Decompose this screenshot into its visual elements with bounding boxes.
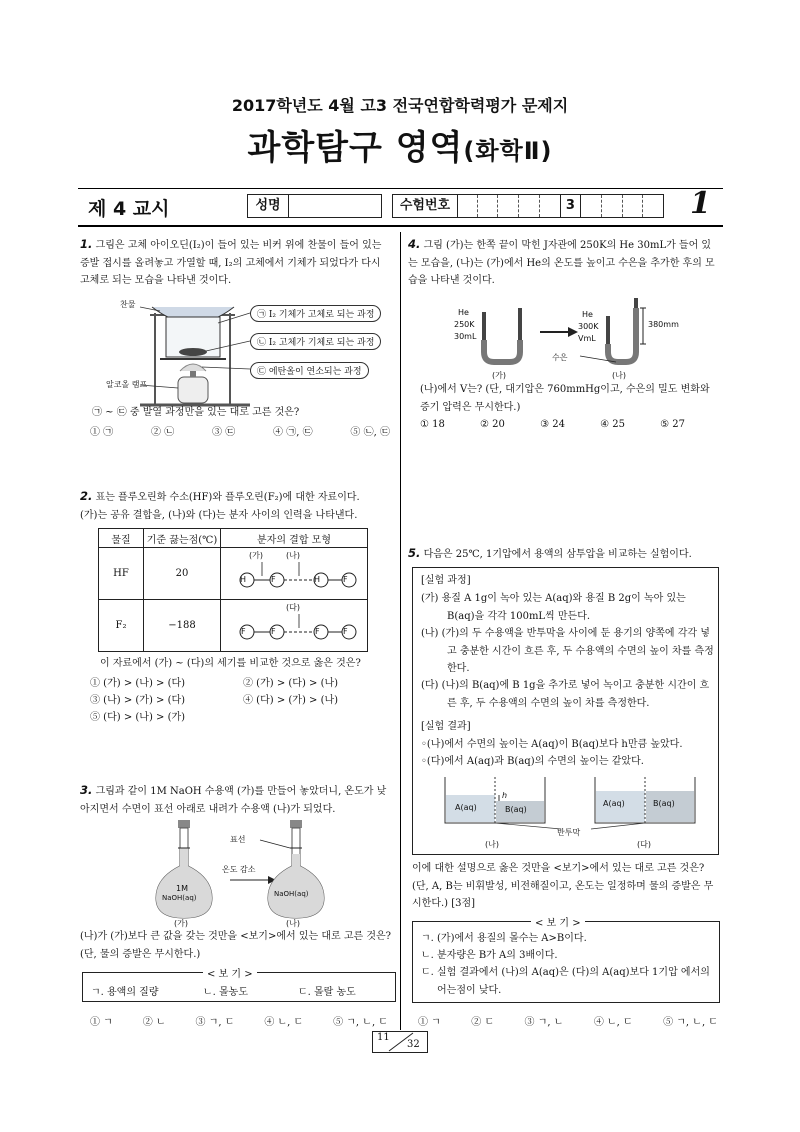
q3-figure [150, 818, 340, 928]
q1-option-5[interactable]: ⑤ ㉡, ㉢ [350, 427, 390, 438]
q3-cap-na: (나) [286, 919, 300, 928]
q1-tag-2: ㉡ I₂ 고체가 기체로 되는 과정 [250, 333, 381, 350]
q3-bogi-box [82, 969, 396, 1002]
q4-b-vol: VmL [578, 334, 596, 343]
q3-arrow-label: 온도 감소 [222, 865, 256, 874]
q3-bogi-title: < 보 기 > [203, 965, 257, 980]
q1-option-1[interactable]: ① ㉠ [90, 427, 114, 438]
id-box [392, 194, 664, 218]
q4-cap-ga: (가) [492, 371, 506, 380]
q1-tag-1: ㉠ I₂ 기체가 고체로 되는 과정 [250, 305, 381, 322]
q5-option-5[interactable]: ⑤ ㄱ, ㄴ, ㄷ [663, 1017, 718, 1028]
q2-number: 2. [80, 489, 93, 503]
q5-cap-na: (나) [485, 840, 499, 849]
q3-question: (나)가 (가)보다 큰 값을 갖는 것만을 <보기>에서 있는 대로 고른 것은? (단, 물의 증발은 무시한다.) [80, 931, 392, 960]
q3-flask-a-l2: NaOH(aq) [162, 894, 197, 902]
q2-hf-h1: H [240, 575, 247, 584]
subject-main: 과학탐구 영역 [247, 128, 464, 168]
q5-proc-title: [실험 과정] [421, 575, 471, 586]
q4-block [408, 236, 720, 290]
q5-option-1[interactable]: ① ㄱ [418, 1017, 441, 1028]
q5-membrane-label: 반투막 [557, 828, 581, 837]
q2-hf-h2: H [314, 575, 321, 584]
q2-option-3[interactable]: ③ (나) > (가) > (다) [90, 695, 186, 706]
q4-option-5[interactable]: ⑤ 27 [660, 419, 685, 430]
q2-f2-f1: F [241, 627, 246, 636]
q2-f2-f3: F [315, 627, 320, 636]
q2-option-1[interactable]: ① (가) > (나) > (다) [90, 678, 186, 689]
q4-option-1[interactable]: ① 18 [420, 419, 445, 430]
q4-b-gas: He [582, 310, 593, 319]
q4-jtube-svg [440, 292, 700, 382]
q1-options [90, 423, 390, 438]
q2-question: 이 자료에서 (가) ~ (다)의 세기를 비교한 것으로 옳은 것은? [100, 658, 361, 669]
q4-a-temp: 250K [454, 320, 475, 329]
q5-proc-3: (다) (나)의 B(aq)에 B 1g을 추가로 넣어 녹이고 충분한 시간이 흐른 후, 두 수용액의 수면의 높이 차를 측정한다. [421, 680, 710, 709]
q5-question: 이에 대한 설명으로 옳은 것만을 <보기>에서 있는 대로 고른 것은? (단, A, B는 비휘발성, 비전해질이고, 온도는 일정하며 물의 증발은 무시한다.) [3점] [412, 863, 714, 909]
q2-hf-lbl-ga: (가) [249, 551, 263, 560]
q5-fig-h: h [502, 791, 508, 800]
q5-fig-b2: B(aq) [653, 799, 675, 808]
q2-f2-lbl-da: (다) [286, 603, 300, 612]
q5-option-2[interactable]: ② ㄷ [471, 1017, 495, 1028]
q5-result-title: [실험 결과] [421, 721, 471, 732]
page-total: 32 [407, 1039, 420, 1050]
q3-block [80, 782, 393, 818]
exam-title: 2017학년도 4월 고3 전국연합학력평가 문제지 [231, 96, 569, 115]
q5-option-3[interactable]: ③ ㄱ, ㄴ [524, 1017, 564, 1028]
q2-hf-bp: 20 [144, 548, 221, 600]
q3-text: 그림과 같이 1M NaOH 수용액 (가)를 만들어 놓았더니, 온도가 낮아지면서 수면이 표선 아래로 내려가 수용액 (나)가 되었다. [80, 786, 387, 815]
q2-f2-model [221, 600, 368, 652]
q2-col-model: 분자의 결합 모형 [221, 529, 368, 548]
subject-sub-text: 화학Ⅱ [475, 137, 541, 165]
q4-number: 4. [408, 237, 421, 251]
q4-option-2[interactable]: ② 20 [480, 419, 505, 430]
q2-hf-f2: F [343, 575, 348, 584]
q2-text-1: 표는 플루오린화 수소(HF)와 플루오린(F₂)에 대한 자료이다. [95, 492, 360, 503]
q3-option-2[interactable]: ② ㄴ [142, 1017, 166, 1028]
page-counter [372, 1031, 428, 1053]
q1-cold-water-label: 찬물 [120, 300, 136, 309]
q2-hf-model [221, 548, 368, 600]
q5-bogi-1: ㄱ. (가)에서 용질의 몰수는 A>B이다. [421, 933, 587, 944]
id-digit: 3 [561, 195, 582, 217]
id-cells [457, 195, 663, 217]
q5-bogi-2: ㄴ. 분자량은 B가 A의 3배이다. [421, 950, 558, 961]
q3-bogi-3: ㄷ. 몰랄 농도 [298, 987, 356, 998]
q3-bogi-2: ㄴ. 몰농도 [203, 987, 248, 998]
q3-mark-label: 표선 [230, 835, 246, 844]
q3-flask-b-l1: NaOH(aq) [274, 890, 309, 898]
q1-lamp-label: 알코올 램프 [106, 380, 148, 389]
q4-option-3[interactable]: ③ 24 [540, 419, 565, 430]
q2-hf-lbl-na: (나) [286, 551, 300, 560]
q1-block [80, 236, 393, 290]
q2-col-bp: 기준 끓는점(℃) [144, 529, 221, 548]
q1-option-2[interactable]: ② ㉡ [151, 427, 175, 438]
q5-block [408, 545, 720, 564]
name-box [247, 194, 382, 218]
subject-title [0, 120, 800, 169]
q2-text-2: (가)는 공유 결합을, (나)와 (다)는 분자 사이의 인력을 나타낸다. [80, 509, 358, 521]
q5-bogi-box [412, 918, 720, 1003]
column-divider [400, 232, 401, 1030]
q1-option-3[interactable]: ③ ㉢ [212, 427, 236, 438]
q1-figure [100, 293, 380, 410]
q2-f2-f4: F [343, 627, 348, 636]
q4-a-gas: He [458, 308, 469, 317]
header-rule-top [78, 188, 723, 189]
q2-option-4[interactable]: ④ (다) > (가) > (나) [243, 695, 339, 706]
q5-fig-a2: A(aq) [603, 799, 625, 808]
q5-cap-da: (다) [637, 840, 651, 849]
subject-sub: (화학Ⅱ) [463, 137, 553, 165]
q5-experiment-box [412, 567, 719, 855]
q5-fig-b1: B(aq) [505, 805, 527, 814]
q1-option-4[interactable]: ④ ㉠, ㉢ [273, 427, 313, 438]
q1-question: ㉠ ~ ㉢ 중 발열 과정만을 있는 대로 고른 것은? [92, 407, 300, 418]
q5-containers-svg [441, 773, 701, 851]
q5-fig-a1: A(aq) [455, 803, 477, 812]
q2-hf-name: HF [99, 548, 144, 600]
q5-figure [441, 773, 701, 851]
q4-height-label: 380mm [648, 320, 679, 329]
q4-a-vol: 30mL [454, 332, 477, 341]
q2-option-5[interactable]: ⑤ (다) > (나) > (가) [90, 712, 186, 723]
q1-tag-3: ㉢ 에탄올이 연소되는 과정 [250, 362, 369, 379]
q2-f2-bp: −188 [144, 600, 221, 652]
q2-table [98, 528, 368, 652]
q5-result-2: ◦(다)에서 A(aq)과 B(aq)의 수면의 높이는 같았다. [421, 756, 644, 767]
q3-option-4[interactable]: ④ ㄴ, ㄷ [264, 1017, 304, 1028]
q1-text: 그림은 고체 아이오딘(I₂)이 들어 있는 비커 위에 찬물이 들어 있는 증발 접시를 올려놓고 가열할 때, I₂의 고체에서 기체가 되었다가 다시 고체로 되는 모습을 나타낸 것이다. [80, 240, 382, 286]
id-label: 수험번호 [393, 195, 458, 217]
page-current: 11 [377, 1032, 390, 1043]
q3-flask-a-l1: 1M [176, 884, 188, 893]
q3-option-5[interactable]: ⑤ ㄱ, ㄴ, ㄷ [333, 1017, 388, 1028]
q4-b-temp: 300K [578, 322, 599, 331]
q4-option-4[interactable]: ④ 25 [600, 419, 625, 430]
q5-proc-1: (가) 용질 A 1g이 녹아 있는 A(aq)와 용질 B 2g이 녹아 있는 B(aq)을 각각 100mL씩 만든다. [421, 593, 686, 622]
q5-proc-2: (나) (가)의 두 수용액을 반투막을 사이에 둔 용기의 양쪽에 각각 넣고 충분한 시간이 흐른 후, 두 수용액의 수면의 높이 차를 측정한다. [421, 628, 714, 674]
q5-bogi-3: ㄷ. 실험 결과에서 (나)의 A(aq)은 (다)의 A(aq)보다 1기압 에서의 어는점이 낮다. [421, 967, 710, 996]
q3-option-3[interactable]: ③ ㄱ, ㄷ [195, 1017, 235, 1028]
q5-options [418, 1013, 718, 1028]
q2-f2-f2: F [271, 627, 276, 636]
q4-text: 그림 (가)는 한쪽 끝이 막힌 J자관에 250K의 He 30mL가 들어 있는 모습을, (나)는 (가)에서 He의 온도를 높이고 수은을 추가한 후의 모습을 나타낸 것이다. [408, 240, 715, 286]
q4-cap-na: (나) [612, 371, 626, 380]
q3-bogi-1: ㄱ. 용액의 질량 [91, 987, 159, 998]
period-label: 제 4 교시 [88, 198, 170, 220]
q2-col-substance: 물질 [99, 529, 144, 548]
q4-figure [440, 292, 700, 382]
page-number: 1 [690, 186, 711, 221]
q3-cap-ga: (가) [174, 919, 188, 928]
q5-number: 5. [408, 546, 421, 560]
q4-options [420, 419, 685, 430]
header-rule-bottom [78, 225, 723, 227]
q5-bogi-title: < 보 기 > [531, 914, 585, 929]
q5-text: 다음은 25℃, 1기압에서 용액의 삼투압을 비교하는 실험이다. [423, 549, 692, 560]
name-label: 성명 [248, 195, 289, 217]
q4-question: (나)에서 V는? (단, 대기압은 760mmHg이고, 수은의 밀도 변화와 증기 압력은 무시한다.) [420, 384, 710, 413]
q4-mercury-label: 수은 [552, 353, 568, 362]
q2-block [80, 488, 393, 524]
q3-option-1[interactable]: ① ㄱ [90, 1017, 113, 1028]
q2-hf-f1: F [271, 575, 276, 584]
q3-number: 3. [80, 783, 93, 797]
q2-f2-name: F₂ [99, 600, 144, 652]
q1-number: 1. [80, 237, 93, 251]
q5-option-4[interactable]: ④ ㄴ, ㄷ [593, 1017, 633, 1028]
q5-result-1: ◦(나)에서 수면의 높이는 A(aq)이 B(aq)보다 h만큼 높았다. [421, 739, 683, 750]
q2-option-2[interactable]: ② (가) > (다) > (나) [243, 678, 339, 689]
q3-options [90, 1013, 388, 1028]
